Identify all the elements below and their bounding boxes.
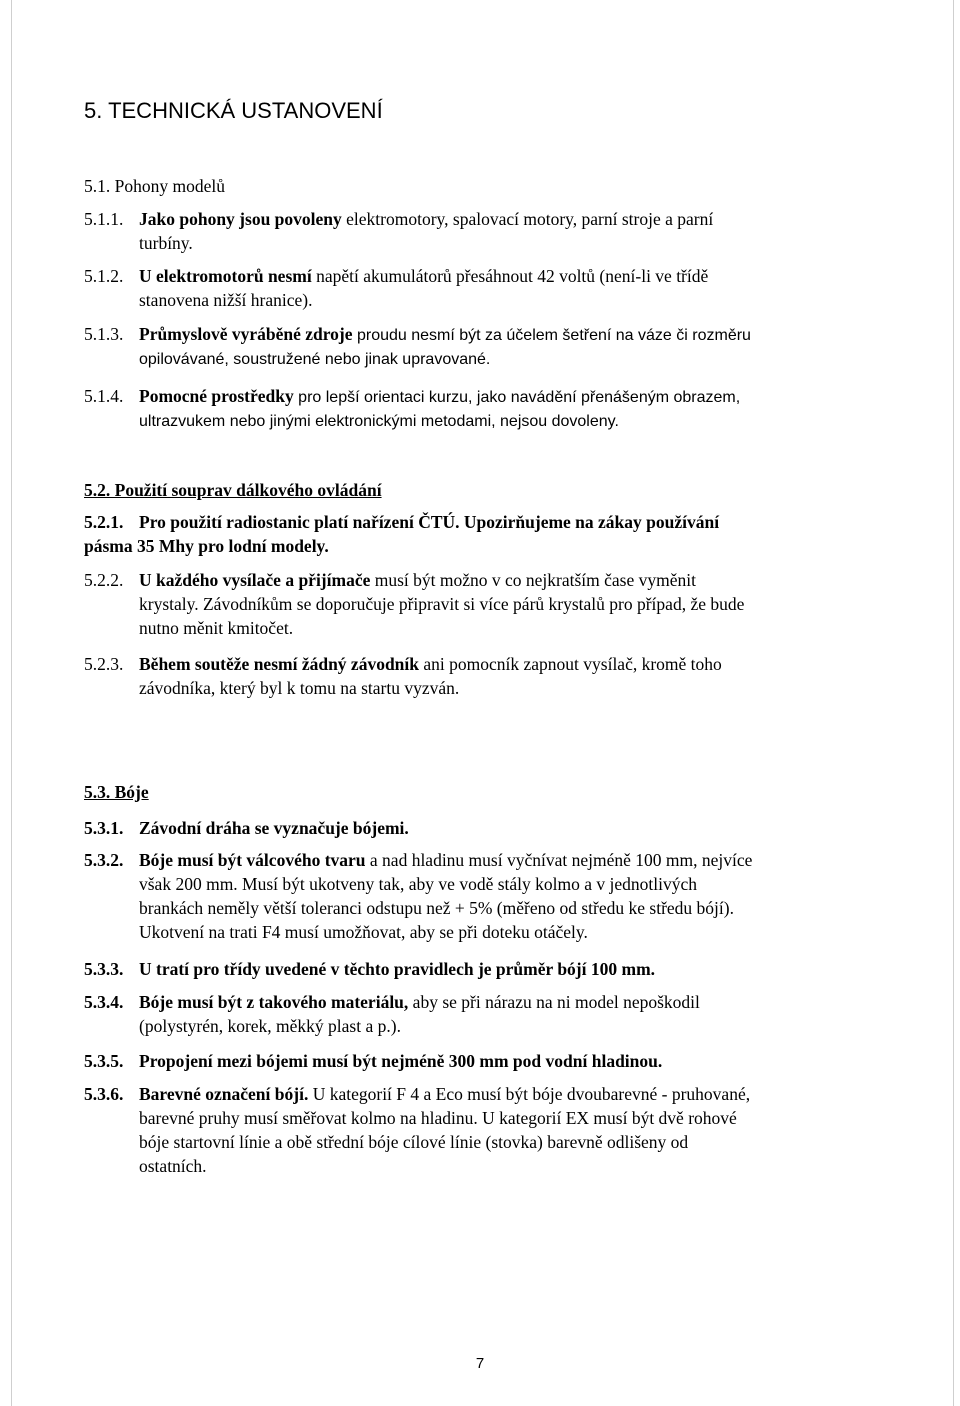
paragraph-number: 5.2.1. [84,512,124,532]
paragraph-number: 5.1.2. [84,266,124,286]
paragraph-number: 5.3.2. [84,850,124,870]
paragraph-continuation: ostatních. [139,1156,207,1176]
paragraph-bold: Bóje musí být válcového tvaru [139,850,366,870]
paragraph-number: 5.3.4. [84,992,124,1012]
paragraph-bold: U každého vysílače a přijímače [139,570,371,590]
paragraph-continuation: (polystyrén, korek, měkký plast a p.). [139,1016,401,1036]
paragraph-text: U kategorií F 4 a Eco musí být bóje dvoubarevné - pruhované, [308,1084,751,1104]
paragraph-text: ani pomocník zapnout vysílač, kromě toho [419,654,722,674]
paragraph-continuation: pásma 35 Mhy pro lodní modely. [84,536,329,556]
page-number: 7 [475,1355,485,1372]
paragraph-bold: Závodní dráha se vyznačuje bójemi. [139,818,409,838]
paragraph-5-1-4 [84,384,879,434]
paragraph-5-3-2 [84,848,879,944]
paragraph-5-1-2 [84,264,879,312]
paragraph-number: 5.3.6. [84,1084,124,1104]
paragraph-5-3-6 [84,1082,879,1178]
paragraph-number: 5.3.1. [84,818,124,838]
page-border-left [11,0,12,1406]
paragraph-continuation: Ukotvení na trati F4 musí umožňovat, aby se při doteku otáčely. [139,922,588,942]
paragraph-5-1-1 [84,207,879,255]
subsection-title-5-3: 5.3. Bóje [84,782,149,802]
paragraph-5-2-3 [84,652,879,700]
paragraph-continuation: krystaly. Závodníkům se doporučuje připravit si více párů krystalů pro případ, že bude [139,594,745,614]
paragraph-5-3-4 [84,990,879,1038]
subsection-title-5-2: 5.2. Použití souprav dálkového ovládání [84,480,382,500]
paragraph-5-1-3 [84,322,879,372]
paragraph-text: Pro použití radiostanic platí nařízení ČTÚ. Upozirňujeme na zákay používání [139,512,720,532]
paragraph-bold: U tratí pro třídy uvedené v těchto pravidlech je průměr bójí 100 mm. [139,959,656,979]
paragraph-continuation: stanovena nižší hranice). [139,290,313,310]
paragraph-number: 5.3.3. [84,959,124,979]
paragraph-text: pro lepší orientaci kurzu, jako navádění přenášeným obrazem, [293,389,741,406]
paragraph-text: aby se při nárazu na ni model nepoškodil [408,992,700,1012]
paragraph-bold: Během soutěže nesmí žádný závodník [139,654,419,674]
subsection-title-5-1: 5.1. Pohony modelů [84,176,225,196]
paragraph-text: elektromotory, spalovací motory, parní stroje a parní [341,209,714,229]
paragraph-number: 5.1.4. [84,386,124,406]
paragraph-number: 5.2.2. [84,570,124,590]
paragraph-bold: Jako pohony jsou povoleny [139,209,342,229]
paragraph-continuation: turbíny. [139,233,193,253]
paragraph-continuation: opilovávané, soustružené nebo jinak upravované. [139,351,491,368]
paragraph-5-2-2 [84,568,879,640]
paragraph-5-3-1 [84,816,879,840]
section-heading: 5. TECHNICKÁ USTANOVENÍ [84,98,383,123]
paragraph-bold: Propojení mezi bójemi musí být nejméně 300 mm pod vodní hladinou. [139,1051,663,1071]
paragraph-bold: Průmyslově vyráběné zdroje [139,324,353,344]
paragraph-text: musí být možno v co nejkratším čase vyměnit [370,570,696,590]
paragraph-continuation: závodníka, který byl k tomu na startu vyzván. [139,678,460,698]
paragraph-5-3-3 [84,957,879,981]
paragraph-5-2-1 [84,510,879,558]
paragraph-number: 5.1.1. [84,209,124,229]
paragraph-continuation: ultrazvukem nebo jinými elektronickými metodami, nejsou dovoleny. [139,413,619,430]
page-border-right [953,0,954,1406]
paragraph-continuation: však 200 mm. Musí být ukotveny tak, aby ve vodě stály kolmo a v jednotlivých [139,874,697,894]
paragraph-5-3-5 [84,1049,879,1073]
paragraph-continuation: barevné pruhy musí směřovat kolmo na hladinu. U kategorií EX musí být dvě rohové [139,1108,737,1128]
paragraph-continuation: bóje startovní línie a obě střední bóje cílové línie (stovka) barevně odlišeny od [139,1132,689,1152]
paragraph-bold: Bóje musí být z takového materiálu, [139,992,409,1012]
paragraph-text: a nad hladinu musí vyčnívat nejméně 100 mm, nejvíce [365,850,753,870]
paragraph-text: napětí akumulátorů přesáhnout 42 voltů (není-li ve třídě [311,266,709,286]
paragraph-text: proudu nesmí být za účelem šetření na váze či rozměru [352,327,751,344]
paragraph-number: 5.2.3. [84,654,124,674]
paragraph-bold: U elektromotorů nesmí [139,266,312,286]
paragraph-continuation: brankách neměly větší toleranci odstupu než + 5% (měřeno od středu ke středu bójí). [139,898,734,918]
paragraph-bold: Pomocné prostředky [139,386,294,406]
paragraph-number: 5.1.3. [84,324,124,344]
paragraph-continuation: nutno měnit kmitočet. [139,618,294,638]
paragraph-number: 5.3.5. [84,1051,124,1071]
paragraph-bold: Barevné označení bójí. [139,1084,309,1104]
